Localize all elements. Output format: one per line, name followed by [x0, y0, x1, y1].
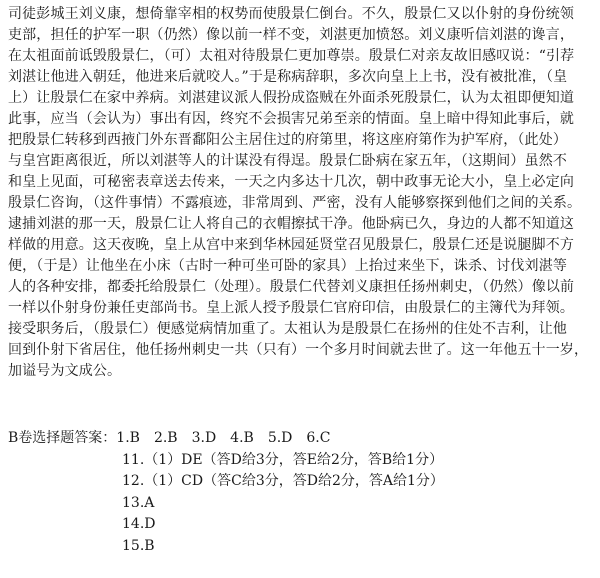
- answer-row: 13.A: [122, 494, 155, 511]
- paragraph-line: 逮捕刘湛的那一天，殷景仁让人将自己的衣帽擦拭干净。他卧病已久，身边的人都不知道这: [8, 216, 574, 232]
- answer-key-label: B卷选择题答案：: [8, 430, 117, 446]
- paragraph-line: 上）让殷景仁在家中养病。刘湛建议派人假扮成盗贼在外面杀死殷景仁，认为太祖即便知道: [8, 90, 574, 106]
- paragraph-line: 殷景仁咨询，（这件事情）不露痕迹，非常周到、严密，没有人能够察探到他们之间的关系。: [8, 195, 582, 211]
- paragraph-line: 人的各种安排，都委托给殷景仁（处理）。殷景仁代替刘义康担任扬州刺史，（仍然）像以前: [8, 279, 575, 295]
- paragraph-line: 把殷景仁转移到西掖门外东晋鄱阳公主居住过的府第里，将这座府第作为护军府，（此处）: [8, 132, 567, 148]
- answer-choices: 1.B 2.B 3.D 4.B 5.D 6.C: [116, 430, 331, 446]
- paragraph-line: 一样以仆射身份兼任吏部尚书。皇上派人授予殷景仁官府印信，由殷景仁的主簿代为拜领。: [8, 300, 574, 316]
- paragraph-line: 与皇宫距离很近，所以刘湛等人的计谋没有得逞。殷景仁卧病在家五年，（这期间）虽然不: [8, 153, 567, 169]
- paragraph-line: 加谥号为文成公。: [8, 363, 122, 379]
- paragraph-line: 司徒彭城王刘义康，想倚靠宰相的权势而使殷景仁倒台。不久，殷景仁又以仆射的身份统领: [8, 6, 574, 22]
- answer-row: 14.D: [122, 516, 156, 532]
- paragraph-line: 吏部，担任的护军一职（仍然）像以前一样不变，刘湛更加愤怒。刘义康听信刘湛的谗言，: [8, 27, 574, 43]
- paragraph-line: 样做的用意。这天夜晚，皇上从宫中来到华林园延贤堂召见殷景仁，殷景仁还是说腿脚不方: [8, 237, 574, 253]
- answer-row-choice: [8, 428, 592, 450]
- answer-row: 12.（1）CD（答C给3分，答D给2分，答A给1分）: [122, 473, 444, 489]
- answer-row: 15.B: [122, 537, 155, 554]
- paragraph-line: 在太祖面前诋毁殷景仁，（可）太祖对待殷景仁更加尊崇。殷景仁对亲友故旧感叹说：“引荐: [8, 48, 575, 64]
- paragraph-line: 回到仆射下省居住，他任扬州刺史一共（只有）一个多月时间就去世了。这一年他五十一岁，: [8, 342, 589, 358]
- answer-row: 11.（1）DE（答D给3分，答E给2分，答B给1分）: [122, 451, 444, 468]
- translation-paragraph: [8, 4, 592, 382]
- paragraph-line: 此事，应当（会认为）事出有因，终究不会损害兄弟至亲的情面。皇上暗中得知此事后，就: [8, 111, 574, 127]
- paragraph-line: 接受职务后，（殷景仁）便感觉病情加重了。太祖认为是殷景仁在扬州的住处不吉利，让他: [8, 321, 567, 337]
- paragraph-line: 和皇上见面，可秘密表章送去传来，一天之内多达十几次，朝中政事无论大小，皇上必定向: [8, 174, 574, 190]
- answer-key: [8, 428, 592, 557]
- paragraph-line: 刘湛让他进入朝廷，他进来后就咬人。”于是称病辞职，多次向皇上上书，没有被批准，（皇: [8, 69, 568, 85]
- paragraph-line: 便，（于是）让他坐在小床（古时一种可坐可卧的家具）上抬过来坐下，诛杀、讨伐刘湛等: [8, 258, 567, 274]
